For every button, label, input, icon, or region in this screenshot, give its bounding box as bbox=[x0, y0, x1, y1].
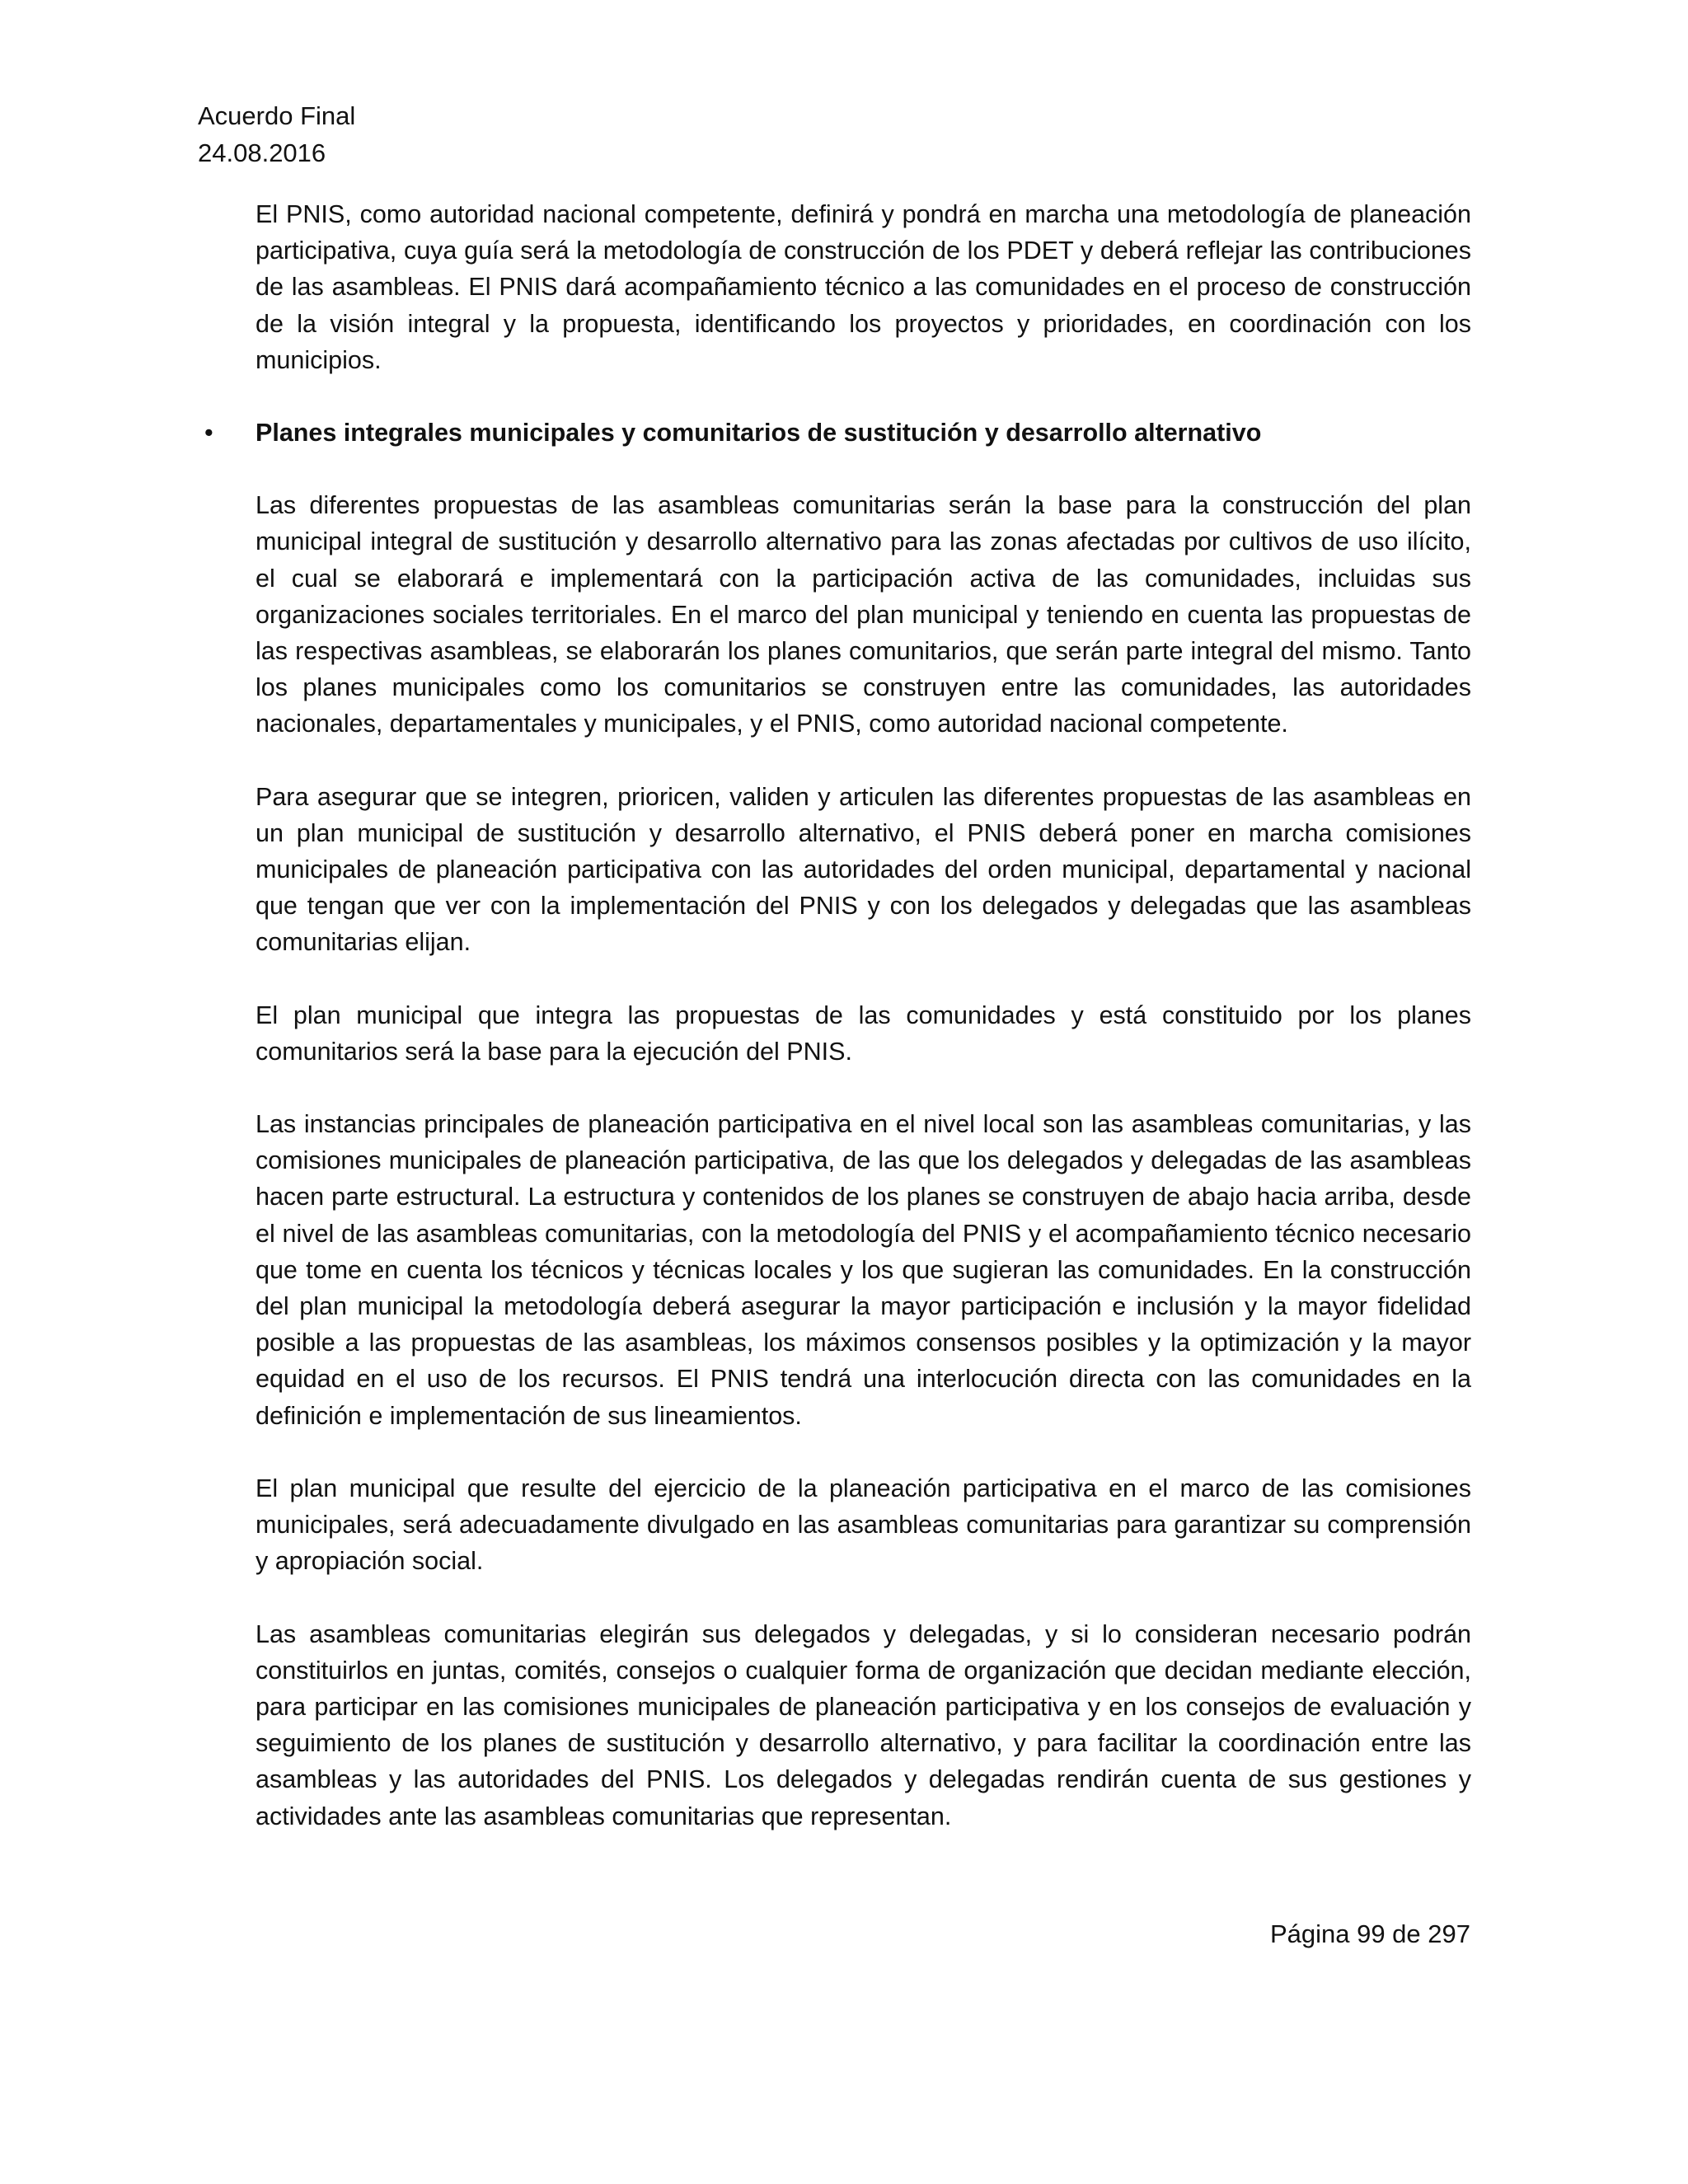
body-paragraph: Las asambleas comunitarias elegirán sus delegados y delegadas, y si lo consideran necesario podrán constituirlos en juntas, comités, consejos o cualquier forma de organización que decidan mediante elección, para participar en las comisiones municipales de planeación participativa y en los consejos de evaluación y seguimiento de los planes de sustitución y desarrollo alternativo, y para facilitar la coordinación entre las asambleas y las autoridades del PNIS. Los delegados y delegadas rendirán cuenta de sus gestiones y actividades ante las asambleas comunitarias que representan. bbox=[256, 1619, 1471, 1830]
body-paragraph: Las instancias principales de planeación participativa en el nivel local son las asambleas comunitarias, y las comisiones municipales de planeación participativa, de las que los delegados y delegadas de las asambleas hacen parte estructural. La estructura y contenidos de los planes se construyen de abajo hacia arriba, desde el nivel de las asambleas comunitarias, con la metodología del PNIS y el acompañamiento técnico necesario que tome en cuenta los técnicos y técnicas locales y los que sugieran las comunidades. En la construcción del plan municipal la metodología deberá asegurar la mayor participación e inclusión y la mayor fidelidad posible a las propuestas de las asambleas, los máximos consensos posibles y la optimización y la mayor equidad en el uso de los recursos. El PNIS tendrá una interlocución directa con las comunidades en la definición e implementación de sus lineamientos. bbox=[256, 1110, 1471, 1430]
body-paragraph: Las diferentes propuestas de las asambleas comunitarias serán la base para la construcción del plan municipal integral de sustitución y desarrollo alternativo para las zonas afectadas por cultivos de uso ilícito, el cual se elaborará e implementará con la participación activa de las comunidades, incluidas sus organizaciones sociales territoriales. En el marco del plan municipal y teniendo en cuenta las propuestas de las respectivas asambleas, se elaborarán los planes comunitarios, que serán parte integral del mismo. Tanto los planes municipales como los comunitarios se construyen entre las comunidades, las autoridades nacionales, departamentales y municipales, y el PNIS, como autoridad nacional competente. bbox=[256, 491, 1471, 738]
body-paragraph: El plan municipal que integra las propuestas de las comunidades y está constituido por los planes comunitarios será la base para la ejecución del PNIS. bbox=[256, 1001, 1471, 1066]
body-paragraph: Para asegurar que se integren, prioricen, validen y articulen las diferentes propuestas de las asambleas en un plan municipal de sustitución y desarrollo alternativo, el PNIS deberá poner en marcha comisiones municipales de planeación participativa con las autoridades del orden municipal, departamental y nacional que tengan que ver con la implementación del PNIS y con los delegados y delegadas que las asambleas comunitarias elijan. bbox=[256, 782, 1471, 957]
body-paragraph: El plan municipal que resulte del ejercicio de la planeación participativa en el marco de las comisiones municipales, será adecuadamente divulgado en las asambleas comunitarias para garantizar su comprensión y apropiación social. bbox=[256, 1474, 1471, 1576]
bullet-icon: • bbox=[204, 419, 213, 448]
page-number: Página 99 de 297 bbox=[1269, 1919, 1470, 1948]
page-header bbox=[198, 97, 355, 171]
intro-paragraph: El PNIS, como autoridad nacional competente, definirá y pondrá en marcha una metodología de planeación participativa, cuya guía será la metodología de construcción de los PDET y deberá reflejar las contribuciones de las asambleas. El PNIS dará acompañamiento técnico a las comunidades en el proceso de construcción de la visión integral y la propuesta, identificando los proyectos y prioridades, en coordinación con los municipios. bbox=[256, 200, 1471, 374]
document-date: 24.08.2016 bbox=[198, 138, 326, 167]
section-heading: Planes integrales municipales y comunitarios de sustitución y desarrollo alternativo bbox=[256, 419, 1262, 448]
page-body bbox=[204, 196, 1471, 1871]
document-title: Acuerdo Final bbox=[198, 101, 356, 130]
bullet-heading bbox=[204, 415, 1471, 451]
